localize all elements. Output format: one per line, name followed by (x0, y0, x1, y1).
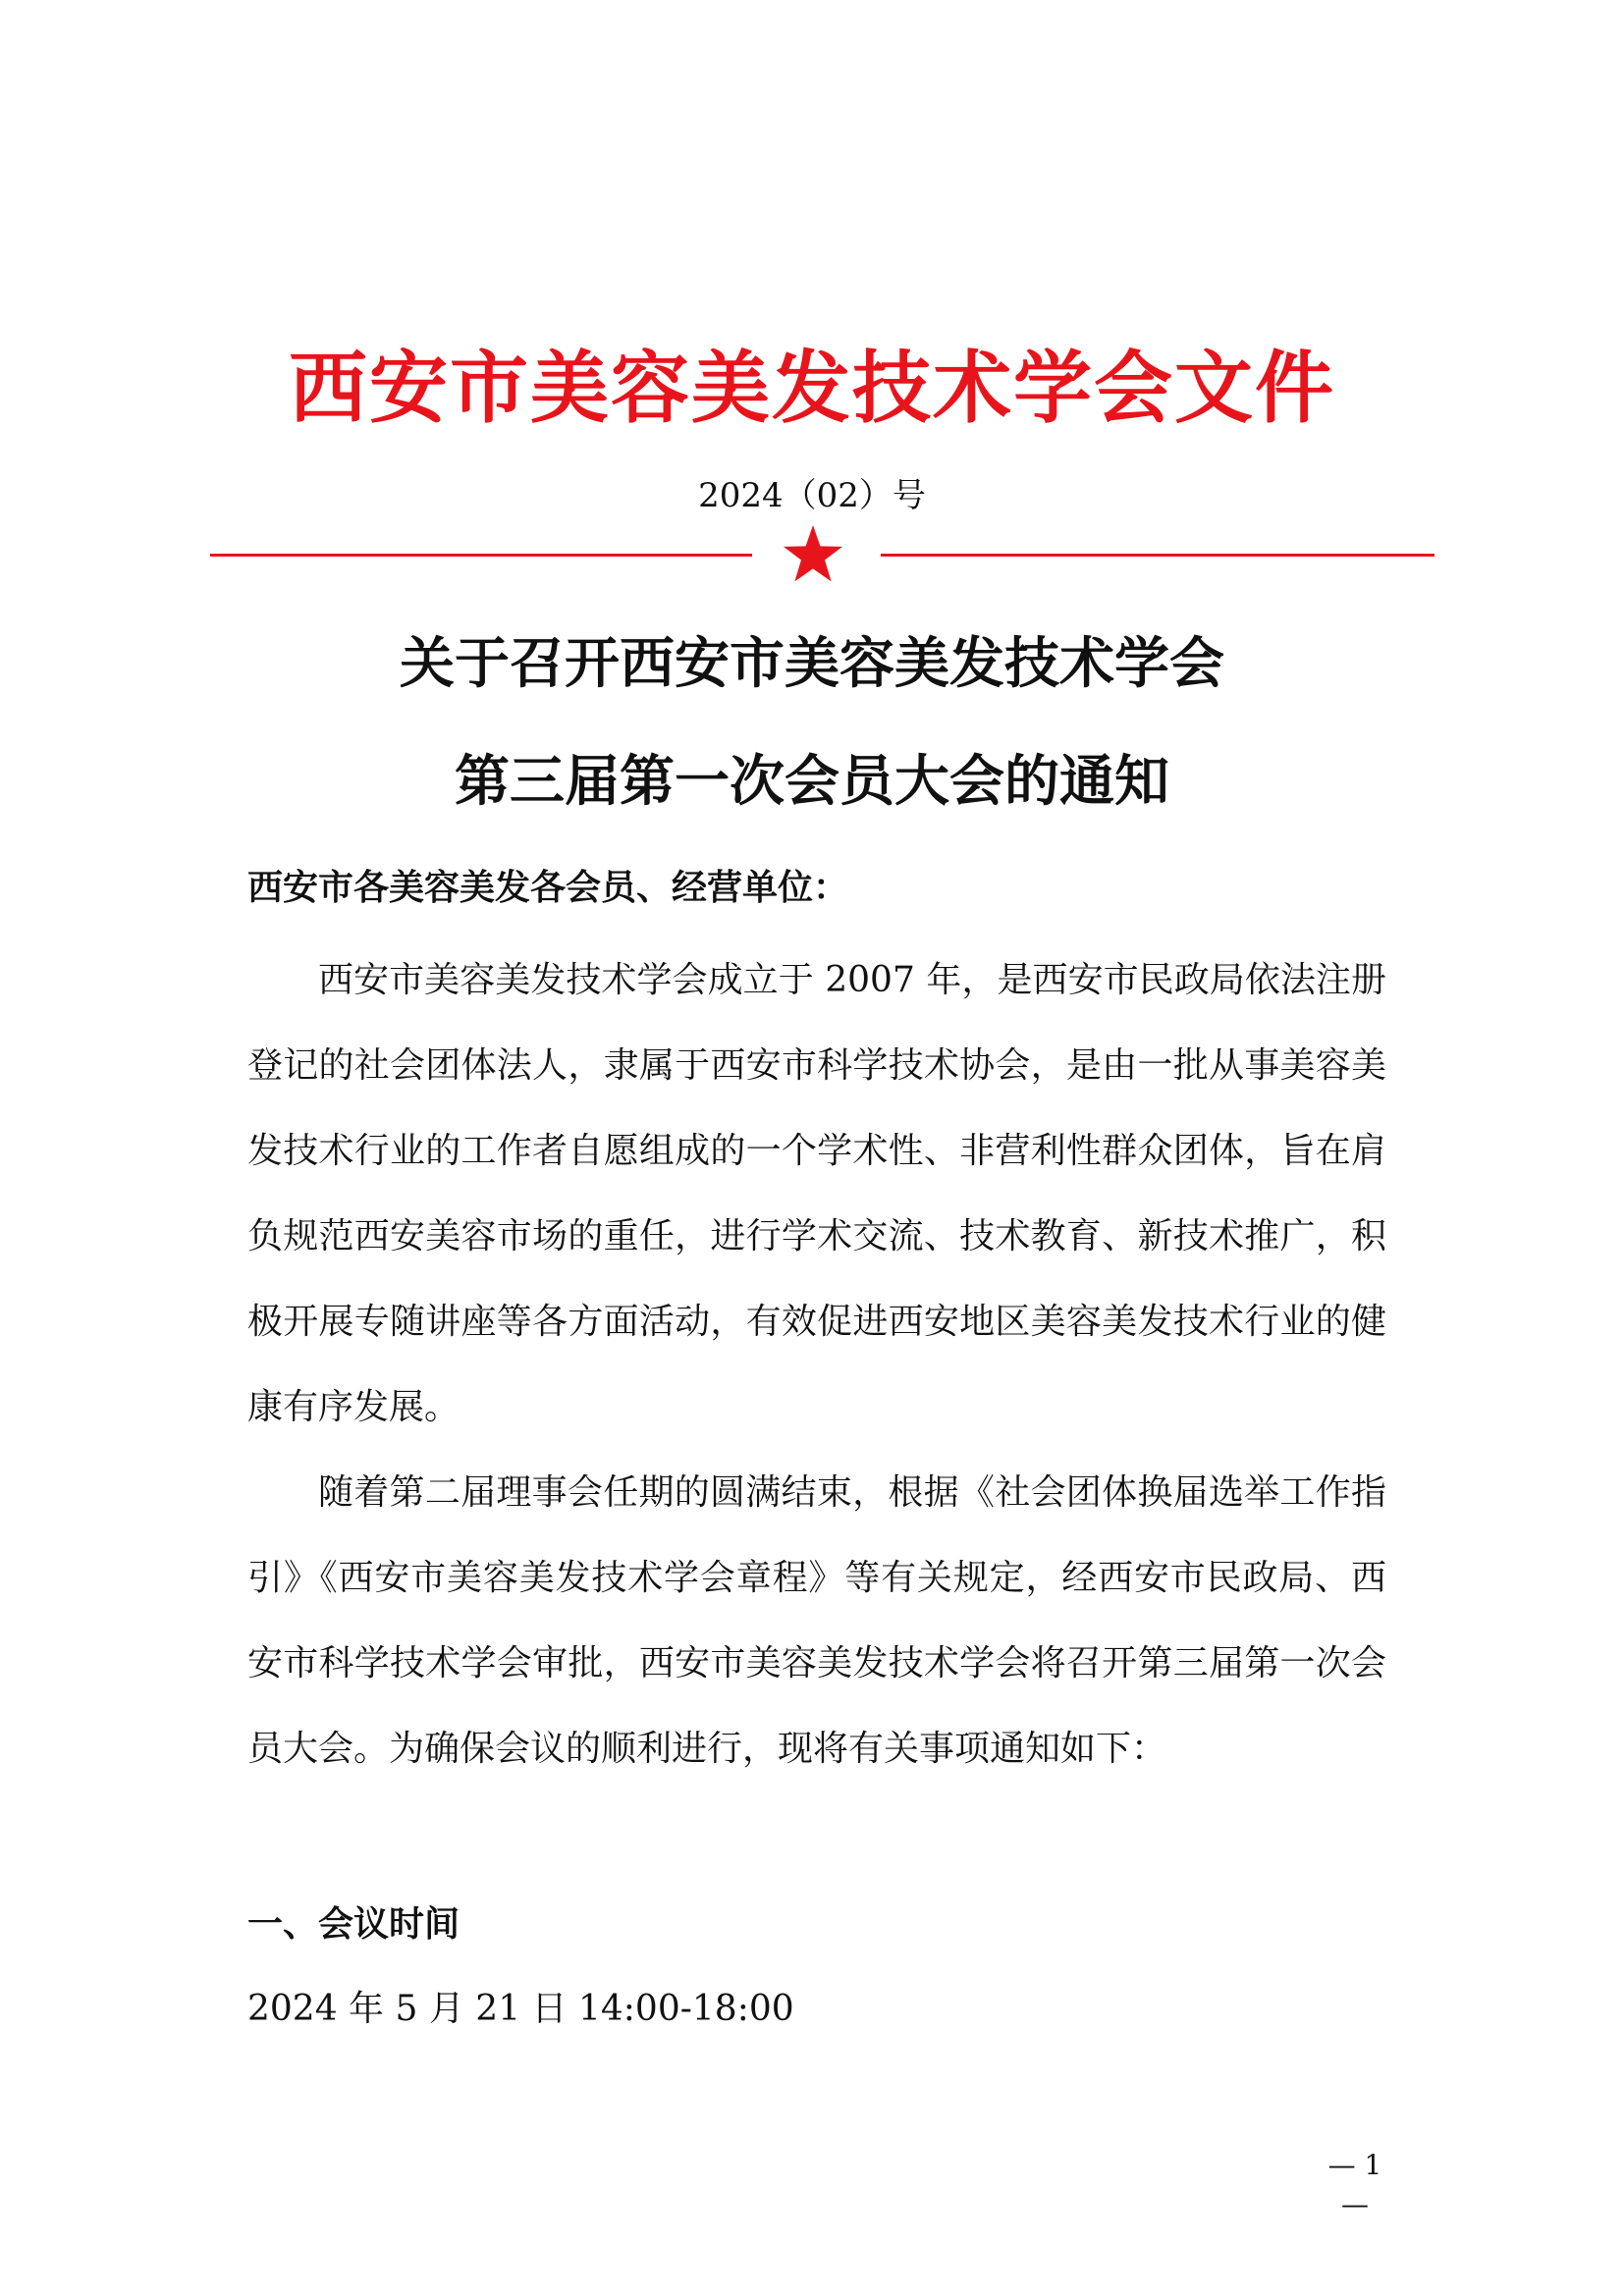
page-number: — 1 — (1327, 2149, 1382, 2220)
meeting-time-value: 2024 年 5 月 21 日 14:00-18:00 (247, 1989, 794, 2029)
notice-title-line-1: 关于召开西安市美容美发技术学会 (400, 631, 1224, 696)
body-paragraph: 随着第二届理事会任期的圆满结束，根据《社会团体换届选举工作指引》《西安市美容美发技术学会章程》等有关规定，经西安市民政局、西安市科学技术学会审批，西安市美容美发技术学会将召开第三届第一次会员大会。为确保会议的顺利进行，现将有关事项通知如下： (247, 1472, 1386, 1769)
divider-line-right (881, 554, 1435, 557)
salutation: 西安市各美容美发各会员、经营单位： (247, 867, 849, 908)
masthead-title: 西安市美容美发技术学会文件 (289, 342, 1335, 434)
star-icon (781, 523, 845, 588)
body-paragraph: 西安市美容美发技术学会成立于 2007 年，是西安市民政局依法注册登记的社会团体法人，隶属于西安市科学技术协会，是由一批从事美容美发技术行业的工作者自愿组成的一个学术性、非营利性群众团体，旨在肩负规范西安美容市场的重任，进行学术交流、技术教育、新技术推广，积极开展专随讲座等各方面活动，有效促进西安地区美容美发技术行业的健康有序发展。 (247, 960, 1386, 1427)
notice-title-line-2: 第三届第一次会员大会的通知 (455, 749, 1169, 814)
document-number: 2024（02）号 (698, 476, 926, 515)
section-heading-meeting-time: 一、会议时间 (247, 1903, 460, 1945)
divider-line-left (210, 554, 752, 557)
